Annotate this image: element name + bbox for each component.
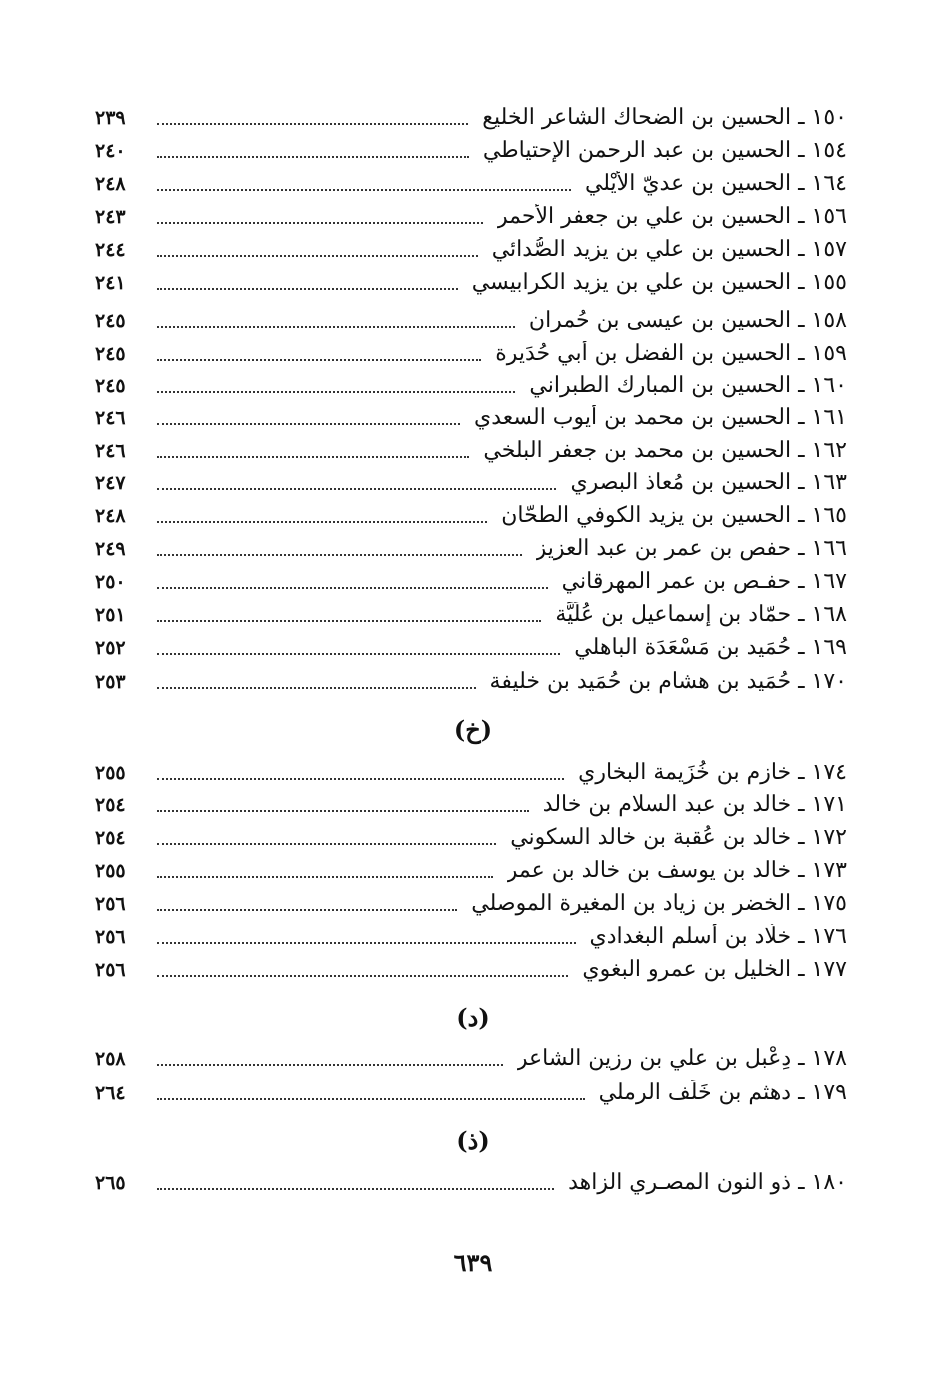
dot-leader (157, 288, 458, 290)
entry-page-number: ٢٣٩ (95, 106, 126, 129)
entry-page-number: ٢٤٦ (95, 439, 126, 462)
entry-page-number: ٢٤٩ (95, 537, 126, 560)
dot-leader (157, 653, 560, 655)
dot-leader (157, 326, 515, 328)
entry-page-number: ٢٥١ (95, 603, 126, 626)
index-entry (95, 1042, 847, 1075)
index-entry (95, 788, 847, 821)
entry-page-number: ٢٥٤ (95, 826, 126, 849)
entry-page-number: ٢٥٦ (95, 925, 126, 948)
index-entry (95, 401, 847, 434)
index-entry (95, 233, 847, 266)
entry-page-number: ٢٥٣ (95, 670, 126, 693)
entry-name: ١٧٦ ـ خلّاد بن أسلم البغدادي (589, 924, 847, 949)
entry-name: ١٦٩ ـ حُمَيد بن مَسْعَدَة الباهلي (574, 635, 847, 660)
entry-name: ١٧٠ ـ حُمَيد بن هشام بن حُمَيد بن خليفة (489, 669, 847, 694)
entry-name: ١٧٧ ـ الخليل بن عمرو البغوي (582, 957, 847, 982)
index-entry (95, 266, 847, 299)
dot-leader (157, 123, 468, 125)
index-entry (95, 665, 847, 698)
dot-leader (157, 1188, 554, 1190)
index-entry (95, 756, 847, 789)
index-entry (95, 134, 847, 167)
dot-leader (157, 778, 564, 780)
index-entry (95, 532, 847, 565)
entry-name: ١٥٦ ـ الحسين بن علي بن جعفر الأحمر (497, 204, 847, 229)
entry-name: ١٧٨ ـ دِعْبل بن علي بن رزين الشاعر (516, 1046, 847, 1071)
index-entry (95, 499, 847, 532)
dot-leader (157, 222, 483, 224)
section-heading-dhal: (ذ) (456, 1126, 490, 1155)
entry-name: ١٨٠ ـ ذو النون المصـري الزاهد (568, 1170, 847, 1195)
entry-name: ١٧٥ ـ الخضر بن زياد بن المغيرة الموصلي (471, 891, 847, 916)
entry-page-number: ٢٤٠ (95, 139, 126, 162)
index-entry (95, 920, 847, 953)
entry-page-number: ٢٥٦ (95, 892, 126, 915)
dot-leader (157, 521, 487, 523)
index-entry (95, 887, 847, 920)
index-entry (95, 369, 847, 402)
entry-name: ١٥٠ ـ الحسين بن الضحاك الشاعر الخليع (482, 105, 847, 130)
section-heading-dal: (د) (456, 1003, 490, 1032)
index-entry (95, 598, 847, 631)
dot-leader (157, 620, 541, 622)
entry-name: ١٥٨ ـ الحسين بن عيسى بن حُمران (528, 308, 847, 333)
entry-page-number: ٢٦٤ (95, 1081, 126, 1104)
index-entry (95, 434, 847, 467)
page-number: ٦٣٩ (453, 1248, 493, 1277)
dot-leader (157, 189, 571, 191)
dot-leader (157, 359, 481, 361)
index-entry (95, 337, 847, 370)
entry-name: ١٥٥ ـ الحسين بن علي بن يزيد الكرابيسي (471, 270, 847, 295)
entry-page-number: ٢٤١ (95, 271, 126, 294)
index-entry (95, 953, 847, 986)
index-entry (95, 200, 847, 233)
entry-page-number: ٢٤٧ (95, 471, 126, 494)
entry-page-number: ٢٤٤ (95, 238, 126, 261)
index-entry (95, 821, 847, 854)
dot-leader (157, 942, 576, 944)
entry-page-number: ٢٥٢ (95, 636, 126, 659)
index-entry (95, 631, 847, 664)
entry-page-number: ٢٥٥ (95, 761, 126, 784)
entry-name: ١٦١ ـ الحسين بن محمد بن أيوب السعدي (473, 405, 847, 430)
entry-name: ١٧٩ ـ دهثم بن خَلَف الرملي (598, 1080, 847, 1105)
dot-leader (157, 876, 493, 878)
entry-page-number: ٢٥٠ (95, 570, 126, 593)
index-entry (95, 101, 847, 134)
entry-name: ١٦٢ ـ الحسين بن محمد بن جعفر البلخي (483, 438, 847, 463)
dot-leader (157, 456, 469, 458)
entry-page-number: ٢٤٦ (95, 406, 126, 429)
entry-page-number: ٢٤٣ (95, 205, 126, 228)
entry-name: ١٦٣ ـ الحسين بن مُعاذ البصري (570, 470, 847, 495)
dot-leader (157, 423, 460, 425)
dot-leader (157, 488, 556, 490)
dot-leader (157, 909, 457, 911)
entry-name: ١٧٣ ـ خالد بن يوسف بن خالد بن عمر (506, 858, 847, 883)
entry-name: ١٦٦ ـ حفص بن عمر بن عبد العزيز (535, 536, 847, 561)
dot-leader (157, 810, 529, 812)
dot-leader (157, 255, 478, 257)
entry-name: ١٧٤ ـ خازم بن خُزَيمة البخاري (578, 760, 847, 785)
entry-name: ١٧١ ـ خالد بن عبد السلام بن خالد (542, 792, 847, 817)
section-heading-kha: (خ) (453, 715, 493, 744)
entry-page-number: ٢٤٥ (95, 342, 126, 365)
index-entry (95, 1166, 847, 1199)
index-entry (95, 167, 847, 200)
entry-name: ١٧٢ ـ خالد بن عُقبة بن خالد السكوني (510, 825, 847, 850)
entry-page-number: ٢٥٥ (95, 859, 126, 882)
dot-leader (157, 587, 548, 589)
entry-page-number: ٢٥٦ (95, 958, 126, 981)
index-entry (95, 854, 847, 887)
entry-name: ١٥٤ ـ الحسين بن عبد الرحمن الإحتياطي (482, 138, 847, 163)
entry-page-number: ٢٤٥ (95, 374, 126, 397)
index-entry (95, 304, 847, 337)
entry-name: ١٦٤ ـ الحسين بن عديّ الأَيْلي (584, 171, 847, 196)
entry-name: ١٦٨ ـ حمّاد بن إسماعيل بن عُلَيَّة (555, 602, 847, 627)
index-entry (95, 1076, 847, 1109)
entry-name: ١٦٠ ـ الحسين بن المبارك الطبراني (529, 373, 847, 398)
entry-name: ١٦٥ ـ الحسين بن يزيد الكوفي الطحّان (501, 503, 847, 528)
index-entry (95, 565, 847, 598)
index-entry (95, 466, 847, 499)
dot-leader (157, 156, 469, 158)
dot-leader (157, 843, 496, 845)
dot-leader (157, 1064, 503, 1066)
dot-leader (157, 1098, 585, 1100)
entry-page-number: ٢٥٤ (95, 793, 126, 816)
dot-leader (157, 975, 568, 977)
dot-leader (157, 687, 476, 689)
entry-page-number: ٢٤٥ (95, 309, 126, 332)
entry-name: ١٦٧ ـ حفـص بن عمر المهرقاني (561, 569, 847, 594)
dot-leader (157, 391, 515, 393)
dot-leader (157, 554, 522, 556)
entry-page-number: ٢٤٨ (95, 504, 126, 527)
entry-name: ١٥٧ ـ الحسين بن علي بن يزيد الصُّدائي (491, 237, 847, 262)
entry-page-number: ٢٥٨ (95, 1047, 126, 1070)
entry-page-number: ٢٤٨ (95, 172, 126, 195)
entry-name: ١٥٩ ـ الحسين بن الفضل بن أبي حُدَيرة (495, 341, 847, 366)
entry-page-number: ٢٦٥ (95, 1171, 126, 1194)
